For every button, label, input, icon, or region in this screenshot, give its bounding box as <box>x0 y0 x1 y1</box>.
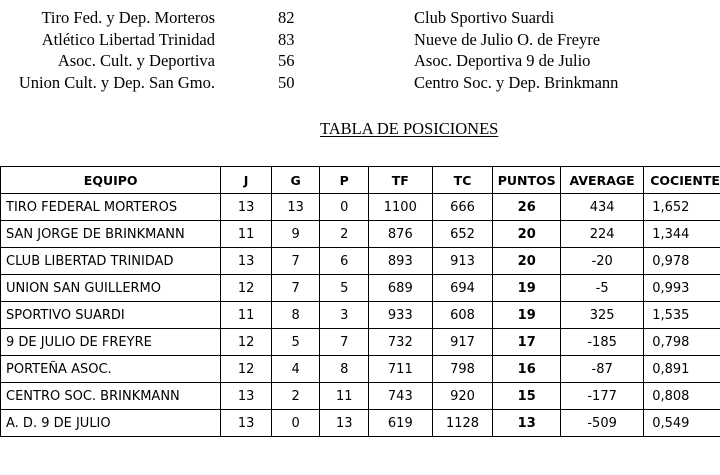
points-for: 743 <box>369 383 433 410</box>
cociente: 0,798 <box>644 329 720 356</box>
played: 13 <box>221 383 271 410</box>
header-average: AVERAGE <box>561 167 644 194</box>
header-puntos: PUNTOS <box>493 167 561 194</box>
header-cociente: COCIENTE <box>644 167 720 194</box>
standings-table <box>0 166 720 437</box>
home-team: Union Cult. y Dep. San Gmo. <box>18 72 215 92</box>
points-against: 666 <box>432 194 493 221</box>
result-row <box>0 73 720 95</box>
average: -177 <box>561 383 644 410</box>
average: -20 <box>561 248 644 275</box>
team-name: UNION SAN GUILLERMO <box>1 275 221 302</box>
team-name: CLUB LIBERTAD TRINIDAD <box>1 248 221 275</box>
points-against: 694 <box>432 275 493 302</box>
cociente: 1,344 <box>644 221 720 248</box>
cociente: 0,808 <box>644 383 720 410</box>
header-j: J <box>221 167 271 194</box>
average: -5 <box>561 275 644 302</box>
points-against: 652 <box>432 221 493 248</box>
played: 13 <box>221 194 271 221</box>
header-team: EQUIPO <box>1 167 221 194</box>
standings-title: TABLA DE POSICIONES <box>320 119 499 138</box>
points: 19 <box>493 275 561 302</box>
lost: 13 <box>320 410 369 437</box>
points-for: 1100 <box>369 194 433 221</box>
match-results <box>0 8 720 94</box>
won: 7 <box>271 275 320 302</box>
points: 26 <box>493 194 561 221</box>
played: 11 <box>221 302 271 329</box>
points-for: 732 <box>369 329 433 356</box>
played: 12 <box>221 329 271 356</box>
team-name: TIRO FEDERAL MORTEROS <box>1 194 221 221</box>
played: 11 <box>221 221 271 248</box>
won: 8 <box>271 302 320 329</box>
header-p: P <box>320 167 369 194</box>
lost: 3 <box>320 302 369 329</box>
score: 82 <box>278 8 295 27</box>
points-against: 917 <box>432 329 493 356</box>
won: 5 <box>271 329 320 356</box>
won: 13 <box>271 194 320 221</box>
lost: 11 <box>320 383 369 410</box>
lost: 5 <box>320 275 369 302</box>
away-team: Asoc. Deportiva 9 de Julio <box>414 51 591 70</box>
points-against: 798 <box>432 356 493 383</box>
points-against: 1128 <box>432 410 493 437</box>
cociente: 1,535 <box>644 302 720 329</box>
points: 15 <box>493 383 561 410</box>
team-name: SPORTIVO SUARDI <box>1 302 221 329</box>
points-against: 608 <box>432 302 493 329</box>
points-for: 876 <box>369 221 433 248</box>
points-for: 933 <box>369 302 433 329</box>
points: 17 <box>493 329 561 356</box>
average: -185 <box>561 329 644 356</box>
played: 12 <box>221 275 271 302</box>
cociente: 0,891 <box>644 356 720 383</box>
team-name: PORTEÑA ASOC. <box>1 356 221 383</box>
points: 13 <box>493 410 561 437</box>
won: 7 <box>271 248 320 275</box>
home-team: Tiro Fed. y Dep. Morteros <box>41 8 215 27</box>
average: 325 <box>561 302 644 329</box>
played: 12 <box>221 356 271 383</box>
played: 13 <box>221 248 271 275</box>
average: -87 <box>561 356 644 383</box>
points-for: 689 <box>369 275 433 302</box>
lost: 0 <box>320 194 369 221</box>
won: 9 <box>271 221 320 248</box>
team-name: SAN JORGE DE BRINKMANN <box>1 221 221 248</box>
away-team: Club Sportivo Suardi <box>414 8 555 27</box>
away-team: Centro Soc. y Dep. Brinkmann <box>414 72 619 92</box>
average: 224 <box>561 221 644 248</box>
table-row <box>1 356 720 383</box>
points: 16 <box>493 356 561 383</box>
lost: 7 <box>320 329 369 356</box>
table-row <box>1 302 720 329</box>
cociente: 1,652 <box>644 194 720 221</box>
lost: 6 <box>320 248 369 275</box>
points-against: 913 <box>432 248 493 275</box>
cociente: 0,978 <box>644 248 720 275</box>
played: 13 <box>221 410 271 437</box>
header-tc: TC <box>432 167 493 194</box>
points: 20 <box>493 221 561 248</box>
points-against: 920 <box>432 383 493 410</box>
result-row <box>0 30 720 52</box>
cociente: 0,993 <box>644 275 720 302</box>
home-team: Asoc. Cult. y Deportiva <box>57 51 215 70</box>
away-team: Nueve de Julio O. de Freyre <box>414 29 601 49</box>
score: 50 <box>278 72 295 92</box>
table-row <box>1 194 720 221</box>
table-row <box>1 383 720 410</box>
points-for: 619 <box>369 410 433 437</box>
table-row <box>1 248 720 275</box>
result-row <box>0 51 720 73</box>
table-row <box>1 221 720 248</box>
points: 20 <box>493 248 561 275</box>
table-row <box>1 410 720 437</box>
average: 434 <box>561 194 644 221</box>
points-for: 893 <box>369 248 433 275</box>
team-name: A. D. 9 DE JULIO <box>1 410 221 437</box>
won: 4 <box>271 356 320 383</box>
team-name: CENTRO SOC. BRINKMANN <box>1 383 221 410</box>
cociente: 0,549 <box>644 410 720 437</box>
home-team: Atlético Libertad Trinidad <box>41 29 215 49</box>
table-row <box>1 329 720 356</box>
header-row <box>1 167 720 194</box>
lost: 2 <box>320 221 369 248</box>
average: -509 <box>561 410 644 437</box>
result-row <box>0 8 720 30</box>
score: 56 <box>278 51 295 70</box>
table-row <box>1 275 720 302</box>
score: 83 <box>278 29 295 49</box>
lost: 8 <box>320 356 369 383</box>
team-name: 9 DE JULIO DE FREYRE <box>1 329 221 356</box>
won: 2 <box>271 383 320 410</box>
header-g: G <box>271 167 320 194</box>
won: 0 <box>271 410 320 437</box>
header-tf: TF <box>369 167 433 194</box>
points-for: 711 <box>369 356 433 383</box>
points: 19 <box>493 302 561 329</box>
